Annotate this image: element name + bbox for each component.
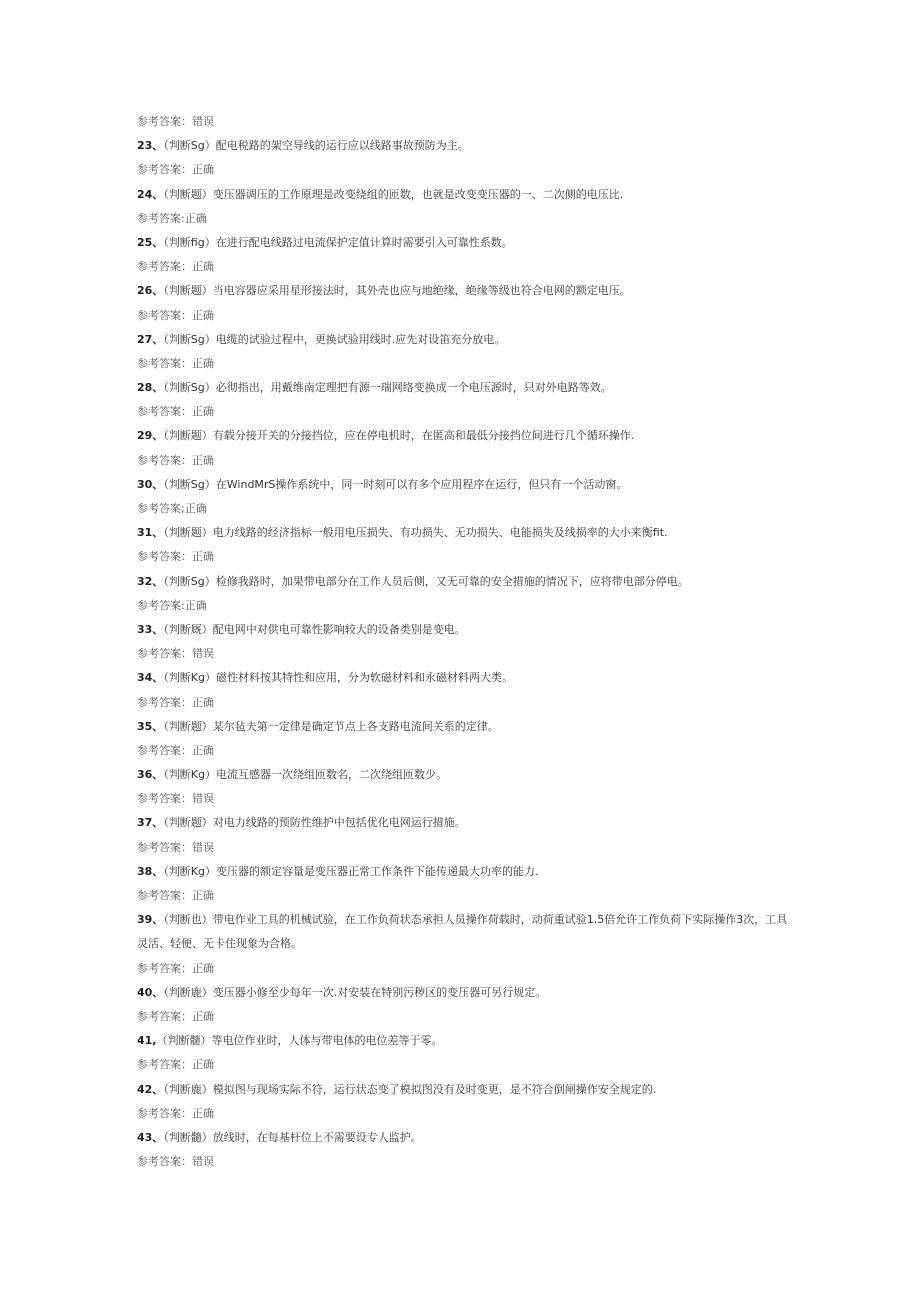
question-text: （判断Sg）配电税路的架空导线的运行应以线路事故预防为主。 [163,139,469,153]
question-line [137,618,797,642]
answer-line: 参考答案：正确 [137,163,214,177]
question-text: （判断Sg）必彻指出，用戴维南定理把有源一瑞网络变换成一个电压源时，只对外电路等效。 [163,381,612,395]
answer-line: 参考答案：错误 [137,840,214,854]
question-text: （判断厩）配电网中对供电可靠性影响较大的设备类别是变电。 [163,622,466,636]
question-number: 33、 [137,622,164,636]
question-number: 24、 [137,187,164,201]
question-line [137,328,797,352]
question-number: 39、 [137,913,164,927]
question-text: （判断鹿）变压器小修至少每年一次.对安装在特别污秽区的变压器可另行规定。 [163,985,547,999]
question-number: 38、 [137,864,164,878]
answer-line: 参考答案：正确 [137,961,214,975]
question-line [137,279,797,303]
question-text: （判断题）有载分接开关的分接挡位，应在停电机时，在匿高和最低分接挡位间进行几个循环操作. [163,429,635,443]
answer-line: 参考答案：正确 [137,550,214,564]
answer-line: 参考答案;正确 [137,502,207,515]
question-number: 34、 [137,671,164,685]
question-text: （判断fig）在进行配电线路过电流保护定值计算时需要引入可靠性系数。 [163,235,513,249]
answer-line: 参考答案：正确 [137,1106,214,1120]
question-line [137,183,797,207]
question-number: 30、 [137,477,164,491]
question-line [137,1078,797,1102]
answer-line: 参考答案：正确 [137,356,214,370]
question-line [137,763,797,787]
question-text: （判断Kg）电流互感器一次绕组匝数名，二次绕组匝数少。 [163,768,448,782]
question-text: （判断Sg）在WindMrS操作系统中，同一时刻可以有多个应用程序在运行，但只有一个活动窗。 [163,477,628,491]
question-text: （判断髓）放线时，在每基杆位上不需要设专人监护。 [163,1130,422,1144]
answer-line: 参考答案：正确 [137,405,214,419]
answer-line: 参考答案：正确 [137,743,214,757]
question-line [137,715,797,739]
question-line [137,473,797,497]
question-text: （判断Kg）磁性材料按其特性和应用，分为软磁材料和永磁材料两大类。 [163,671,514,685]
question-line [137,908,797,956]
answer-line: 参考答案：正确 [137,1058,214,1072]
question-number: 37、 [137,816,164,830]
question-line [137,376,797,400]
answer-line: 参考答案：错误 [137,647,214,661]
question-list [137,134,797,1174]
question-number: 43、 [137,1130,164,1144]
question-text: （判断髓）等电位作业时，人体与带电体的电位差等于零。 [156,1034,443,1048]
question-text: （判断题）变压器调压的工作原理是改变绕组的匝数，也就是改变变压器的一、二次侧的电压比. [163,187,624,201]
question-number: 35、 [137,719,164,733]
question-text: （判断鹿）模拟图与现场实际不符，运行状态变了模拟图没有及时变更，是不符合倒闸操作安全规定的. [163,1082,657,1096]
question-line [137,1029,797,1053]
answer-line: 参考答案：正确 [137,260,214,274]
question-number: 32、 [137,574,164,588]
question-number: 25、 [137,235,164,249]
question-number: 26、 [137,284,164,298]
answer-line: 参考答案：正确 [137,453,214,467]
question-line [137,570,797,594]
answer-line: 参考答案：错误 [137,1155,214,1169]
question-line [137,1126,797,1150]
question-text: （判断题）对电力线路的预防性维护中包括优化电网运行措施。 [163,816,466,830]
question-number: 28、 [137,381,164,395]
question-number: 41, [137,1034,157,1048]
question-text: （判断Sg）电缆的试验过程中，更换试验用线时.应先对设笛充分放电。 [163,332,506,346]
question-number: 40、 [137,985,164,999]
answer-line: 参考答案：正确 [137,1009,214,1023]
answer-line: 参考答案：错误 [137,115,214,128]
question-line [137,860,797,884]
answer-line: 参考答案:正确 [137,598,207,612]
answer-line: 参考答案：错误 [137,792,214,806]
question-number: 29、 [137,429,164,443]
question-number: 36、 [137,768,164,782]
answer-line: 参考答案：正确 [137,308,214,322]
answer-line: 参考答案：正确 [137,889,214,902]
question-line [137,981,797,1005]
document-page [137,110,797,1174]
question-line [137,134,797,158]
question-number: 42、 [137,1082,164,1096]
question-text: （判断Kg）变压器的额定容量是变压器正常工作条件下能传递最大功率的能力. [163,864,539,878]
question-text: （判断题）当电容器应采用星形接法时，其外壳也应与地绝缘，绝缘等级也符合电网的额定电压。 [163,284,631,298]
question-text: （判断也）带电作业工具的机械试验，在工作负荷状态承担人员操作荷载时，动荷重试验1.5倍允许工作负荷下实际操作3次，工具灵活、轻便、无卡住现象为合格。 [137,913,788,951]
question-line [137,666,797,690]
answer-line: 参考答案：正确 [137,695,214,709]
question-line [137,521,797,545]
question-line [137,231,797,255]
question-line [137,811,797,835]
question-line [137,424,797,448]
question-text: （判断Sg）检修我路时，加果带电部分在工作人员后侧，又无可靠的安全措施的情况下，应将带电部分停电。 [163,574,689,588]
answer-line: 参考答案:正确 [137,211,207,225]
question-number: 27、 [137,332,164,346]
question-number: 23、 [137,139,164,153]
question-text: （判断题）电力线路的经济指标一般用电压损失、有功损失、无功损失、电能损失及线损率的大小来衡fit. [163,526,668,540]
question-number: 31、 [137,526,164,540]
question-text: （判断题）某尔毡夫第一定律是确定节点上各支路电流间关系的定律。 [163,719,499,733]
